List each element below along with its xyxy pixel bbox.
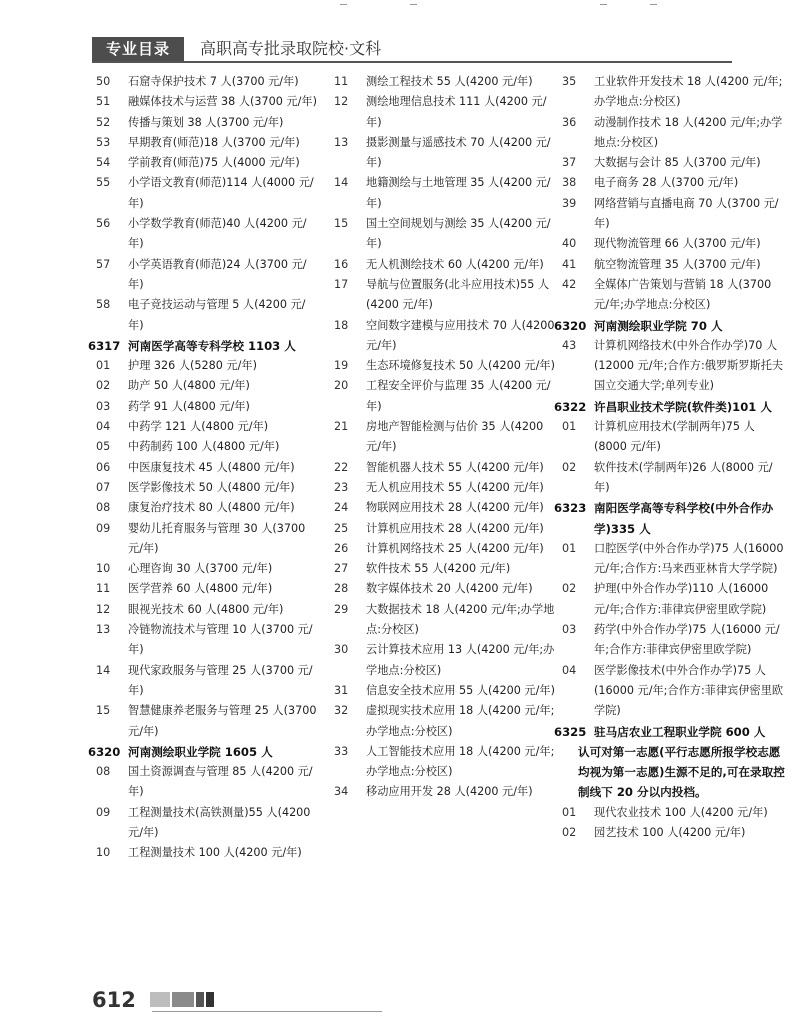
program-number: 04 [96,420,111,434]
program-description: 智能机器人技术 55 人(4200 元/年) [366,460,544,474]
footer-bar-mid [172,992,194,1007]
school-heading [554,722,786,742]
program-entry [88,620,320,661]
program-description: 测绘工程技术 55 人(4200 元/年) [366,75,533,88]
program-number: 42 [562,277,577,291]
program-number: 04 [562,663,577,677]
header-divider [92,61,732,63]
column-2 [326,72,558,803]
program-entry [88,701,320,742]
program-number: 01 [562,541,577,555]
program-number: 08 [96,501,111,515]
program-entry [88,72,320,92]
program-entry [554,539,786,580]
program-entry [554,255,786,275]
program-number: 34 [334,785,349,799]
program-number: 29 [334,602,349,616]
program-entry [326,782,558,802]
program-entry [554,803,786,823]
program-entry [88,600,320,620]
program-entry [88,397,320,417]
program-number: 33 [334,744,349,758]
program-entry [88,295,320,336]
program-number: 01 [96,359,111,373]
program-entry [554,194,786,235]
program-entry [88,519,320,560]
program-entry [554,234,786,254]
program-description: 中药制药 100 人(4800 元/年) [128,440,280,454]
school-heading [554,316,786,336]
program-description: 动漫制作技术 18 人(4200 元/年;办学地点:分校区) [594,115,783,149]
program-description: 传播与策划 38 人(3700 元/年) [128,115,284,129]
program-description: 生态环境修复技术 50 人(4200 元/年) [366,359,555,373]
program-number: 10 [96,562,111,576]
program-description: 助产 50 人(4800 元/年) [128,379,250,393]
program-description: 婴幼儿托育服务与管理 30 人(3700 元/年) [128,521,306,555]
program-number: 13 [96,623,111,637]
program-entry [326,133,558,174]
program-number: 24 [334,501,349,515]
program-description: 数字媒体技术 20 人(4200 元/年) [366,582,533,596]
program-entry [554,579,786,620]
program-number: 19 [334,359,349,373]
school-code: 6320 [88,744,121,759]
program-description: 护理 326 人(5280 元/年) [128,359,257,373]
program-description: 心理咨询 30 人(3700 元/年) [128,562,273,576]
program-entry [88,133,320,153]
program-entry [554,275,786,316]
program-number: 22 [334,460,349,474]
program-entry [326,376,558,417]
program-number: 12 [334,95,349,109]
program-description: 眼视光技术 60 人(4800 元/年) [128,602,284,616]
program-description: 医学营养 60 人(4800 元/年) [128,582,273,596]
program-description: 人工智能技术应用 18 人(4200 元/年;办学地点:分校区) [366,744,555,779]
program-description: 中医康复技术 45 人(4800 元/年) [128,460,295,474]
program-description: 国土空间规划与测绘 35 人(4200 元/年) [366,217,551,251]
program-entry [554,113,786,154]
program-number: 02 [562,582,577,596]
page-footer [92,987,362,1013]
program-description: 康复治疗技术 80 人(4800 元/年) [128,501,295,515]
program-number: 54 [96,156,111,170]
program-description: 物联网应用技术 28 人(4200 元/年) [366,501,544,515]
program-description: 电子竞技运动与管理 5 人(4200 元/年) [128,298,306,332]
program-entry [88,255,320,296]
program-number: 13 [334,135,349,149]
program-description: 计算机网络技术(中外合作办学)70 人(12000 元/年;合作方:俄罗斯罗斯托夫国立交通大学;单列专业) [594,338,784,393]
school-code: 6323 [554,501,587,516]
program-number: 11 [96,582,111,596]
program-entry [326,539,558,559]
program-entry [326,681,558,701]
program-entry [88,762,320,803]
program-number: 03 [96,399,111,413]
program-number: 20 [334,379,349,393]
program-number: 17 [334,277,349,291]
program-description: 小学语文教育(师范)114 人(4000 元/年) [128,176,314,210]
program-description: 药学 91 人(4800 元/年) [128,399,250,413]
program-number: 30 [334,643,349,657]
program-entry [554,72,786,113]
program-entry [326,640,558,681]
program-entry [326,417,558,458]
program-number: 27 [334,562,349,576]
program-description: 大数据技术 18 人(4200 元/年;办学地点:分校区) [366,602,555,637]
program-entry [554,417,786,458]
program-description: 全媒体广告策划与营销 18 人(3700 元/年;办学地点:分校区) [594,277,772,312]
program-entry [326,214,558,255]
column-1 [88,72,320,864]
school-heading [88,742,320,762]
program-entry [554,823,786,843]
program-description: 虚拟现实技术应用 18 人(4200 元/年;办学地点:分校区) [366,704,555,738]
school-heading [554,498,786,539]
program-number: 23 [334,480,349,494]
program-description: 现代家政服务与管理 25 人(3700 元/年) [128,663,313,697]
program-entry [326,600,558,641]
program-description: 测绘地理信息技术 111 人(4200 元/年) [366,95,547,129]
program-number: 21 [334,420,349,434]
program-description: 石窟寺保护技术 7 人(3700 元/年) [128,75,299,88]
program-description: 早期教育(师范)18 人(3700 元/年) [128,135,300,149]
program-entry [326,255,558,275]
program-number: 18 [334,318,349,332]
program-number: 09 [96,805,111,819]
program-description: 现代物流管理 66 人(3700 元/年) [594,237,761,251]
program-description: 口腔医学(中外合作办学)75 人(16000 元/年;合作方:马来西亚林肯大学学院) [594,541,784,576]
program-entry [554,620,786,661]
footer-bar-darker [206,992,214,1007]
program-number: 50 [96,75,111,88]
program-entry [88,498,320,518]
program-description: 医学影像技术 50 人(4800 元/年) [128,480,295,494]
program-entry [88,803,320,844]
program-description: 小学英语教育(师范)24 人(3700 元/年) [128,257,307,291]
school-code: 6320 [554,318,587,333]
program-entry [88,92,320,112]
school-name: 许昌职业技术学院(软件类)101 人 [594,399,772,414]
school-name: 驻马店农业工程职业学院 600 人 [594,724,766,739]
program-number: 31 [334,683,349,697]
program-entry [326,701,558,742]
program-entry [88,356,320,376]
program-entry [88,113,320,133]
program-number: 51 [96,95,111,109]
admission-note: 认可对第一志愿(平行志愿所报学校志愿均视为第一志愿)生源不足的,可在录取控制线下 20 分以内投档。 [578,744,785,800]
program-entry [88,458,320,478]
program-number: 06 [96,460,111,474]
program-entry [326,173,558,214]
program-number: 12 [96,602,111,616]
program-number: 25 [334,521,349,535]
program-number: 43 [562,338,577,352]
program-entry [88,214,320,255]
footer-bar-dark [196,992,204,1007]
program-description: 工程测量技术(高铁测量)55 人(4200 元/年) [128,805,311,839]
program-description: 电子商务 28 人(3700 元/年) [594,176,739,190]
program-description: 中药学 121 人(4800 元/年) [128,420,269,434]
program-number: 38 [562,176,577,190]
program-description: 无人机测绘技术 60 人(4200 元/年) [366,257,544,271]
school-code: 6325 [554,724,587,739]
program-number: 52 [96,115,111,129]
program-description: 软件技术 55 人(4200 元/年) [366,562,511,576]
program-number: 53 [96,135,111,149]
program-description: 学前教育(师范)75 人(4000 元/年) [128,156,300,170]
program-description: 智慧健康养老服务与管理 25 人(3700 元/年) [128,704,317,738]
program-description: 网络营销与直播电商 70 人(3700 元/年) [594,196,779,231]
school-code: 6317 [88,338,121,353]
program-entry [554,173,786,193]
program-number: 26 [334,541,349,555]
school-heading [554,397,786,417]
program-description: 地籍测绘与土地管理 35 人(4200 元/年) [366,176,551,210]
program-entry [88,559,320,579]
program-entry [88,173,320,214]
program-number: 35 [562,75,577,88]
program-number: 32 [334,704,349,718]
footer-divider [152,1011,382,1012]
program-number: 28 [334,582,349,596]
program-number: 15 [96,704,111,718]
program-number: 09 [96,521,111,535]
program-entry [88,661,320,702]
program-description: 工程安全评价与监理 35 人(4200 元/年) [366,379,551,413]
program-number: 57 [96,257,111,271]
program-number: 40 [562,237,577,251]
program-entry [326,498,558,518]
program-entry [88,437,320,457]
program-description: 融媒体技术与运营 38 人(3700 元/年) [128,95,317,109]
program-entry [326,478,558,498]
program-number: 02 [562,460,577,474]
school-code: 6322 [554,399,587,414]
program-description: 云计算技术应用 13 人(4200 元/年;办学地点:分校区) [366,643,555,677]
program-description: 冷链物流技术与管理 10 人(3700 元/年) [128,623,313,657]
program-entry [326,579,558,599]
school-name: 河南测绘职业学院 70 人 [594,318,723,333]
program-number: 36 [562,115,577,129]
program-description: 信息安全技术应用 55 人(4200 元/年) [366,683,555,697]
program-entry [326,92,558,133]
program-number: 56 [96,217,111,231]
program-entry [88,417,320,437]
program-number: 02 [96,379,111,393]
program-number: 14 [96,663,111,677]
program-number: 02 [562,825,577,839]
program-number: 07 [96,480,111,494]
program-entry [326,519,558,539]
program-description: 园艺技术 100 人(4200 元/年) [594,825,746,839]
program-number: 10 [96,846,111,860]
program-entry [554,336,786,397]
program-number: 16 [334,257,349,271]
program-entry [88,376,320,396]
program-description: 医学影像技术(中外合作办学)75 人(16000 元/年;合作方:菲律宾伊密里欧学院) [594,663,784,718]
program-description: 无人机应用技术 55 人(4200 元/年) [366,480,544,494]
program-description: 计算机应用技术 28 人(4200 元/年) [366,521,544,535]
program-description: 空间数字建模与应用技术 70 人(4200 元/年) [366,318,555,352]
school-heading [88,336,320,356]
program-description: 计算机应用技术(学制两年)75 人(8000 元/年) [594,420,755,454]
program-entry [326,458,558,478]
program-entry [554,458,786,499]
program-number: 05 [96,440,111,454]
program-entry [88,579,320,599]
program-entry [554,661,786,722]
program-entry [88,843,320,863]
school-name: 南阳医学高等专科学校(中外合作办学)335 人 [594,501,774,536]
program-description: 大数据与会计 85 人(3700 元/年) [594,156,761,170]
program-number: 08 [96,765,111,779]
program-entry [88,478,320,498]
top-edge-marks [300,0,700,6]
program-number: 01 [562,420,577,434]
school-name: 河南测绘职业学院 1605 人 [128,744,273,759]
page-number: 612 [92,988,136,1012]
program-entry [88,153,320,173]
program-entry [326,316,558,357]
program-number: 58 [96,298,111,312]
program-number: 11 [334,75,349,88]
program-description: 房地产智能检测与估价 35 人(4200 元/年) [366,420,544,454]
program-entry [554,153,786,173]
program-description: 航空物流管理 35 人(3700 元/年) [594,257,761,271]
page-header [92,37,732,63]
program-description: 现代农业技术 100 人(4200 元/年) [594,805,768,819]
program-description: 软件技术(学制两年)26 人(8000 元/年) [594,460,773,494]
program-entry [326,742,558,783]
footer-bar-light [150,992,170,1007]
page-title: 高职高专批录取院校·文科 [200,39,382,58]
program-number: 55 [96,176,111,190]
program-description: 工程测量技术 100 人(4200 元/年) [128,846,302,860]
section-badge: 专业目录 [92,37,184,61]
program-number: 41 [562,257,577,271]
program-number: 01 [562,805,577,819]
column-3 [554,72,786,843]
program-number: 37 [562,156,577,170]
program-description: 国土资源调查与管理 85 人(4200 元/年) [128,765,313,799]
program-number: 15 [334,217,349,231]
program-entry [326,275,558,316]
program-description: 工业软件开发技术 18 人(4200 元/年;办学地点:分校区) [594,75,783,109]
program-entry [326,559,558,579]
program-description: 摄影测量与遥感技术 70 人(4200 元/年) [366,135,551,170]
program-description: 小学数学教育(师范)40 人(4200 元/年) [128,217,307,251]
program-description: 移动应用开发 28 人(4200 元/年) [366,785,533,799]
school-name: 河南医学高等专科学校 1103 人 [128,338,296,353]
program-description: 护理(中外合作办学)110 人(16000 元/年;合作方:菲律宾伊密里欧学院) [594,582,769,616]
program-description: 导航与位置服务(北斗应用技术)55 人(4200 元/年) [366,277,550,312]
program-number: 39 [562,196,577,210]
program-entry [326,72,558,92]
program-number: 14 [334,176,349,190]
program-entry [326,356,558,376]
program-description: 药学(中外合作办学)75 人(16000 元/年;合作方:菲律宾伊密里欧学院) [594,623,780,657]
program-description: 计算机网络技术 25 人(4200 元/年) [366,541,544,555]
program-number: 03 [562,623,577,637]
